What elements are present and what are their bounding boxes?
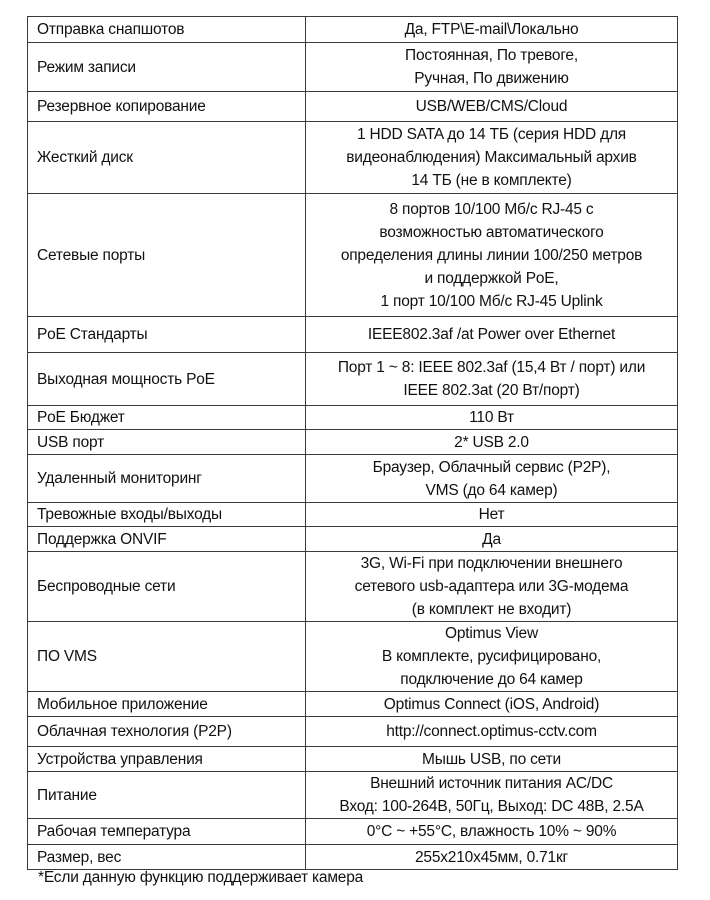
spec-label: Поддержка ONVIF	[28, 527, 306, 552]
spec-value	[306, 92, 678, 122]
spec-value-line: 14 ТБ (не в комплекте)	[411, 172, 572, 189]
spec-label: Питание	[28, 772, 306, 819]
spec-value	[306, 122, 678, 194]
spec-table-body	[28, 17, 678, 870]
spec-value-line: 1 HDD SATA до 14 ТБ (серия HDD для	[357, 126, 626, 143]
spec-row	[28, 747, 678, 772]
spec-value-line: подключение до 64 камер	[400, 671, 583, 688]
spec-value-line: (в комплект не входит)	[411, 601, 572, 618]
spec-value-line: 110 Вт	[469, 409, 514, 426]
spec-label: Беспроводные сети	[28, 552, 306, 622]
spec-label: Рабочая температура	[28, 819, 306, 845]
spec-value-line: IEEE802.3af /at Power over Ethernet	[367, 326, 616, 343]
spec-value-line: 1 порт 10/100 Мб/с RJ-45 Uplink	[380, 292, 603, 310]
spec-value	[306, 353, 678, 406]
spec-value	[306, 845, 678, 870]
spec-value	[306, 43, 678, 92]
spec-value	[306, 317, 678, 353]
spec-value-line: В комплекте, русифицировано,	[381, 648, 602, 665]
spec-value-line: Да	[482, 530, 501, 548]
spec-row	[28, 406, 678, 430]
spec-value-line: Ручная, По движению	[414, 70, 569, 87]
spec-label: ПО VMS	[28, 622, 306, 692]
spec-row	[28, 430, 678, 455]
spec-row	[28, 819, 678, 845]
spec-value-line: Браузер, Облачный сервис (P2P),	[372, 458, 611, 476]
spec-row	[28, 455, 678, 503]
spec-value	[306, 455, 678, 503]
spec-value-line: Постоянная, По тревоге,	[405, 47, 578, 64]
footnote: *Если данную функцию поддерживает камера	[38, 869, 364, 886]
spec-value-line: VMS (до 64 камер)	[425, 481, 558, 499]
spec-value-line: сетевого usb-адаптера или 3G-модема	[354, 578, 629, 595]
spec-value	[306, 747, 678, 772]
spec-row	[28, 353, 678, 406]
spec-value-line: 3G, Wi-Fi при подключении внешнего	[360, 555, 623, 572]
spec-value-line: Вход: 100-264В, 50Гц, Выход: DC 48В, 2.5А	[339, 798, 644, 815]
spec-label: Удаленный мониторинг	[28, 455, 306, 503]
spec-value	[306, 552, 678, 622]
spec-row	[28, 622, 678, 692]
spec-label: Резервное копирование	[28, 92, 306, 122]
spec-row	[28, 17, 678, 43]
spec-value-line: Порт 1 ~ 8: IEEE 802.3af (15,4 Вт / порт) или	[337, 359, 646, 376]
spec-label: PoE Стандарты	[28, 317, 306, 353]
spec-value-line: Внешний источник питания AC/DC	[370, 775, 613, 792]
spec-value	[306, 622, 678, 692]
spec-value-line: определения длины линии 100/250 метров	[340, 246, 643, 264]
spec-row	[28, 692, 678, 717]
spec-label: Режим записи	[28, 43, 306, 92]
spec-value	[306, 17, 678, 43]
spec-value	[306, 819, 678, 845]
spec-label: Сетевые порты	[28, 194, 306, 317]
spec-value-line: http://connect.optimus-cctv.com	[386, 723, 597, 740]
spec-value	[306, 772, 678, 819]
spec-row	[28, 317, 678, 353]
spec-row	[28, 503, 678, 527]
spec-label: PoE Бюджет	[28, 406, 306, 430]
spec-row	[28, 717, 678, 747]
spec-value-line: и поддержкой PoE,	[424, 269, 559, 287]
spec-row	[28, 527, 678, 552]
spec-value	[306, 406, 678, 430]
spec-value-line: Да, FTP\E-mail\Локально	[404, 21, 579, 38]
spec-value-line: IEEE 802.3at (20 Вт/порт)	[403, 382, 580, 399]
spec-value-line: USB/WEB/CMS/Cloud	[415, 98, 568, 115]
spec-label: Устройства управления	[28, 747, 306, 772]
spec-label: Облачная технология (P2P)	[28, 717, 306, 747]
spec-value-line: 2* USB 2.0	[454, 433, 529, 451]
spec-value-line: 0°С ~ +55°С, влажность 10% ~ 90%	[366, 823, 617, 840]
spec-value-line: Optimus Connect (iOS, Android)	[383, 695, 600, 713]
spec-value-line: 255x210x45мм, 0.71кг	[415, 848, 568, 866]
spec-value-line: Нет	[478, 506, 505, 523]
spec-row	[28, 43, 678, 92]
spec-value-line: 8 портов 10/100 Мб/с RJ-45 с	[389, 200, 594, 218]
spec-value-line: Optimus View	[445, 625, 538, 642]
spec-value	[306, 692, 678, 717]
spec-value	[306, 194, 678, 317]
spec-value	[306, 527, 678, 552]
spec-label: Отправка снапшотов	[28, 17, 306, 43]
spec-value-line: Мышь USB, по сети	[422, 750, 561, 768]
spec-value-line: возможностью автоматического	[379, 223, 604, 241]
spec-label: USB порт	[28, 430, 306, 455]
spec-value	[306, 717, 678, 747]
spec-label: Жесткий диск	[28, 122, 306, 194]
spec-value	[306, 430, 678, 455]
spec-label: Мобильное приложение	[28, 692, 306, 717]
spec-row	[28, 194, 678, 317]
spec-row	[28, 772, 678, 819]
spec-value	[306, 503, 678, 527]
spec-label: Выходная мощность PoE	[28, 353, 306, 406]
spec-row	[28, 552, 678, 622]
spec-value-line: видеонаблюдения) Максимальный архив	[346, 149, 637, 166]
spec-label: Размер, вес	[28, 845, 306, 870]
spec-label: Тревожные входы/выходы	[28, 503, 306, 527]
spec-row	[28, 845, 678, 870]
spec-row	[28, 122, 678, 194]
spec-row	[28, 92, 678, 122]
spec-table	[27, 16, 678, 870]
